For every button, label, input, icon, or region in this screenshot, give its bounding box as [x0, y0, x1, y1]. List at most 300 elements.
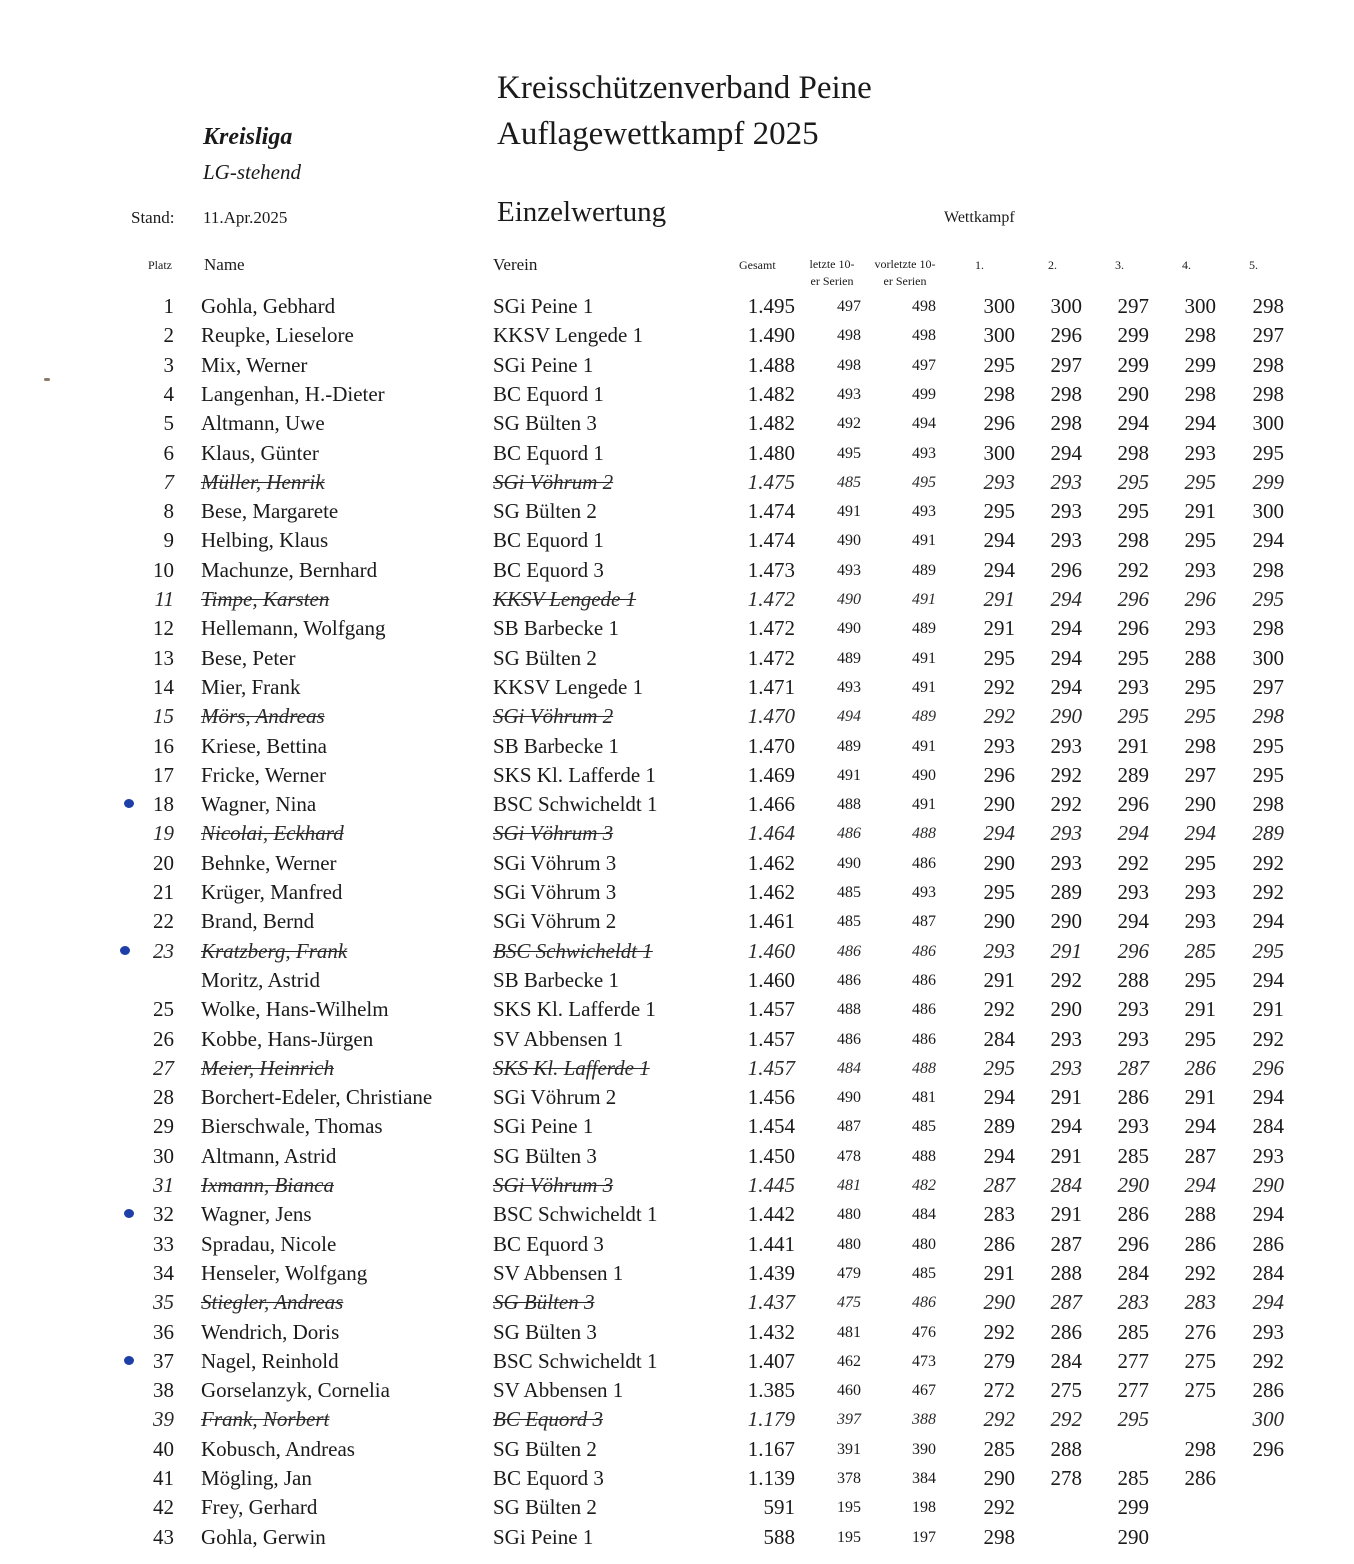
row-club: SV Abbensen 1 — [493, 1026, 624, 1051]
row-last-series: 490 — [837, 1089, 861, 1107]
row-score-w1: 296 — [983, 762, 1015, 787]
row-score-w1: 298 — [983, 1524, 1015, 1549]
row-last-series: 485 — [837, 884, 861, 901]
row-last-series: 479 — [837, 1264, 861, 1282]
row-total: 1.472 — [747, 616, 795, 641]
event-title: Auflagewettkampf 2025 — [497, 116, 819, 152]
row-last-series: 195 — [837, 1499, 861, 1517]
table-row — [0, 585, 1354, 614]
row-place: 12 — [153, 616, 174, 641]
row-total: 1.482 — [747, 381, 795, 406]
row-prev-series: 489 — [912, 620, 936, 638]
row-score-w3: 292 — [1117, 557, 1149, 582]
row-score-w5: 294 — [1252, 967, 1284, 992]
row-prev-series: 493 — [912, 444, 936, 462]
row-score-w3: 277 — [1117, 1348, 1149, 1373]
row-score-w1: 291 — [983, 967, 1015, 992]
row-score-w1: 292 — [983, 1495, 1015, 1520]
row-club: SGi Peine 1 — [493, 294, 594, 318]
row-score-w5: 295 — [1252, 938, 1284, 963]
row-score-w5: 296 — [1252, 1436, 1284, 1461]
row-prev-series: 486 — [912, 1294, 936, 1312]
row-prev-series: 489 — [912, 708, 936, 726]
row-score-w4: 286 — [1184, 1466, 1216, 1490]
row-score-w2: 278 — [1050, 1466, 1082, 1490]
row-score-w1: 279 — [983, 1348, 1015, 1373]
row-score-w4: 297 — [1184, 762, 1216, 787]
row-total: 1.474 — [747, 528, 795, 553]
row-club: BC Equord 1 — [493, 528, 604, 553]
row-place: 29 — [153, 1114, 174, 1139]
row-place: 21 — [153, 880, 174, 904]
row-score-w1: 292 — [983, 704, 1015, 729]
row-score-w1: 290 — [983, 1290, 1015, 1315]
row-total: 1.470 — [747, 733, 795, 758]
row-name: Frey, Gerhard — [201, 1495, 318, 1520]
row-score-w3: 293 — [1117, 880, 1149, 904]
blue-marker-dot — [124, 1356, 134, 1365]
table-row — [0, 1171, 1354, 1200]
row-place: 23 — [153, 938, 174, 963]
row-total: 1.441 — [747, 1231, 795, 1256]
row-prev-series: 493 — [912, 503, 936, 521]
row-last-series: 460 — [837, 1382, 861, 1400]
row-prev-series: 485 — [912, 1264, 936, 1282]
row-score-w5: 296 — [1252, 1055, 1284, 1080]
row-score-w2: 284 — [1050, 1173, 1082, 1197]
row-total: 1.469 — [747, 762, 795, 787]
row-score-w4: 294 — [1184, 1173, 1216, 1197]
row-score-w5: 298 — [1252, 704, 1284, 729]
table-row — [0, 351, 1354, 380]
row-name: Altmann, Uwe — [201, 411, 325, 436]
col-header-name: Name — [204, 255, 245, 274]
row-last-series: 397 — [837, 1411, 861, 1429]
row-score-w1: 295 — [983, 499, 1015, 524]
row-name: Brand, Bernd — [201, 909, 315, 934]
row-place: 8 — [163, 499, 174, 524]
row-score-w5: 295 — [1252, 440, 1284, 465]
row-last-series: 490 — [837, 591, 861, 608]
row-score-w5: 299 — [1252, 469, 1284, 494]
table-row — [0, 1259, 1354, 1288]
row-place: 37 — [153, 1348, 174, 1373]
row-score-w3: 290 — [1117, 381, 1149, 406]
row-prev-series: 499 — [912, 385, 936, 403]
row-score-w3: 277 — [1117, 1378, 1149, 1403]
row-last-series: 480 — [837, 1235, 861, 1253]
row-score-w4: 295 — [1184, 704, 1216, 729]
row-score-w3: 293 — [1117, 1026, 1149, 1051]
row-score-w1: 295 — [983, 645, 1015, 670]
row-score-w5: 289 — [1252, 821, 1284, 846]
row-club: SG Bülten 3 — [493, 1319, 597, 1344]
row-score-w3: 296 — [1117, 587, 1149, 611]
table-row — [0, 937, 1354, 966]
table-row — [0, 995, 1354, 1024]
row-score-w4: 285 — [1184, 938, 1216, 963]
blue-marker-dot — [120, 946, 130, 955]
row-last-series: 478 — [837, 1147, 861, 1165]
row-score-w3: 296 — [1117, 792, 1149, 817]
row-prev-series: 493 — [912, 884, 936, 901]
row-prev-series: 488 — [912, 1059, 936, 1077]
row-score-w3: 293 — [1117, 1114, 1149, 1139]
row-score-w5: 293 — [1252, 1143, 1284, 1168]
row-club: BC Equord 3 — [493, 1407, 604, 1432]
row-total: 1.457 — [747, 997, 795, 1022]
row-total: 1.488 — [747, 352, 795, 377]
table-row — [0, 732, 1354, 761]
row-score-w2: 296 — [1050, 557, 1082, 582]
row-club: BC Equord 3 — [493, 1466, 604, 1490]
row-last-series: 489 — [837, 649, 861, 667]
row-total: 1.462 — [747, 850, 795, 875]
row-prev-series: 484 — [912, 1206, 936, 1224]
row-score-w2: 289 — [1050, 880, 1082, 904]
row-score-w1: 300 — [983, 440, 1015, 465]
row-score-w3: 294 — [1117, 821, 1149, 846]
row-last-series: 487 — [837, 1118, 861, 1136]
row-score-w2: 293 — [1050, 1055, 1082, 1080]
table-row — [0, 1405, 1354, 1434]
row-score-w1: 293 — [983, 733, 1015, 758]
row-score-w2: 293 — [1050, 850, 1082, 875]
row-score-w4: 295 — [1184, 674, 1216, 699]
row-place: 18 — [153, 792, 174, 817]
row-club: SGi Vöhrum 3 — [493, 880, 617, 904]
row-score-w1: 292 — [983, 1319, 1015, 1344]
row-prev-series: 390 — [912, 1440, 936, 1458]
row-score-w4: 290 — [1184, 792, 1216, 817]
row-name: Mier, Frank — [201, 674, 301, 699]
row-score-w4: 293 — [1184, 909, 1216, 934]
row-score-w4: 291 — [1184, 997, 1216, 1022]
row-total: 1.473 — [747, 557, 795, 582]
row-last-series: 484 — [837, 1059, 861, 1077]
row-total: 1.475 — [747, 469, 795, 494]
row-score-w5: 292 — [1252, 850, 1284, 875]
row-last-series: 493 — [837, 678, 861, 696]
row-name: Moritz, Astrid — [201, 967, 320, 992]
table-row — [0, 321, 1354, 350]
row-club: SG Bülten 2 — [493, 1495, 597, 1520]
row-club: BSC Schwicheldt 1 — [493, 792, 658, 817]
row-score-w1: 284 — [983, 1026, 1015, 1051]
row-total: 1.454 — [747, 1114, 795, 1139]
row-total: 1.167 — [747, 1436, 795, 1461]
row-club: SGi Vöhrum 2 — [493, 1085, 617, 1110]
row-score-w1: 295 — [983, 1055, 1015, 1080]
row-total: 1.462 — [747, 880, 795, 904]
row-score-w3: 286 — [1117, 1202, 1149, 1227]
row-name: Wendrich, Doris — [201, 1319, 340, 1344]
row-club: SG Bülten 2 — [493, 645, 597, 670]
row-total: 1.471 — [747, 674, 795, 699]
row-club: SGi Vöhrum 2 — [493, 469, 614, 494]
row-total: 1.437 — [747, 1290, 795, 1315]
row-score-w1: 294 — [983, 1085, 1015, 1110]
row-score-w1: 295 — [983, 880, 1015, 904]
table-row — [0, 292, 1354, 321]
row-prev-series: 491 — [912, 678, 936, 696]
row-club: KKSV Lengede 1 — [493, 323, 644, 348]
row-score-w1: 300 — [983, 294, 1015, 318]
col-header-vorletzte: vorletzte 10- er Serien — [874, 257, 936, 288]
row-score-w3: 295 — [1117, 1407, 1149, 1432]
row-total: 1.457 — [747, 1055, 795, 1080]
row-score-w2: 284 — [1050, 1348, 1082, 1373]
row-last-series: 475 — [837, 1294, 861, 1312]
stand-date: 11.Apr.2025 — [203, 208, 288, 227]
row-name: Hellemann, Wolfgang — [201, 616, 386, 641]
row-place: 31 — [153, 1173, 174, 1197]
row-score-w1: 291 — [983, 616, 1015, 641]
row-total: 1.490 — [747, 323, 795, 348]
row-name: Borchert-Edeler, Christiane — [201, 1085, 433, 1110]
row-name: Stiegler, Andreas — [201, 1290, 344, 1315]
row-place: 40 — [153, 1436, 174, 1461]
row-score-w5: 300 — [1252, 411, 1284, 436]
row-score-w1: 293 — [983, 469, 1015, 494]
col-header-gesamt: Gesamt — [739, 258, 776, 272]
col-header-w2: 2. — [1048, 258, 1057, 272]
row-score-w1: 291 — [983, 1260, 1015, 1285]
row-club: BC Equord 3 — [493, 557, 604, 582]
row-name: Wagner, Jens — [201, 1202, 312, 1227]
row-prev-series: 491 — [912, 591, 936, 608]
row-club: SGi Vöhrum 3 — [493, 821, 614, 846]
table-row — [0, 1318, 1354, 1347]
row-prev-series: 487 — [912, 913, 936, 931]
table-row — [0, 673, 1354, 702]
row-place: 22 — [153, 909, 174, 934]
row-score-w2: 291 — [1050, 1143, 1082, 1168]
row-score-w3: 295 — [1117, 704, 1149, 729]
row-name: Fricke, Werner — [201, 762, 327, 787]
row-last-series: 494 — [837, 708, 861, 726]
row-prev-series: 481 — [912, 1089, 936, 1107]
row-club: SB Barbecke 1 — [493, 967, 619, 992]
row-total: 1.139 — [747, 1466, 795, 1490]
row-place: 20 — [153, 850, 174, 875]
row-club: BC Equord 3 — [493, 1231, 604, 1256]
row-club: SGi Vöhrum 3 — [493, 850, 617, 875]
row-prev-series: 473 — [912, 1352, 936, 1370]
row-prev-series: 486 — [912, 942, 936, 960]
row-score-w2: 294 — [1050, 440, 1082, 465]
row-place: 34 — [153, 1260, 174, 1285]
table-row — [0, 1493, 1354, 1522]
row-score-w2: 275 — [1050, 1378, 1082, 1403]
row-prev-series: 486 — [912, 971, 936, 989]
table-row — [0, 966, 1354, 995]
row-score-w2: 287 — [1050, 1290, 1082, 1315]
row-total: 1.457 — [747, 1026, 795, 1051]
row-score-w4: 293 — [1184, 557, 1216, 582]
row-club: BSC Schwicheldt 1 — [493, 1348, 658, 1373]
row-score-w5: 294 — [1252, 528, 1284, 553]
row-score-w5: 297 — [1252, 323, 1284, 348]
row-prev-series: 384 — [912, 1470, 936, 1487]
row-place: 27 — [153, 1055, 174, 1080]
row-place: 43 — [153, 1524, 174, 1549]
row-name: Gohla, Gebhard — [201, 294, 336, 318]
row-score-w1: 290 — [983, 850, 1015, 875]
row-score-w1: 289 — [983, 1114, 1015, 1139]
row-last-series: 489 — [837, 737, 861, 755]
row-score-w2: 294 — [1050, 645, 1082, 670]
row-score-w4: 298 — [1184, 1436, 1216, 1461]
row-place: 6 — [163, 440, 174, 465]
row-score-w5: 286 — [1252, 1231, 1284, 1256]
row-prev-series: 485 — [912, 1118, 936, 1136]
table-row — [0, 1347, 1354, 1376]
row-name: Altmann, Astrid — [201, 1143, 337, 1168]
row-score-w1: 296 — [983, 411, 1015, 436]
table-row — [0, 1112, 1354, 1141]
row-name: Gorselanzyk, Cornelia — [201, 1378, 390, 1403]
row-name: Spradau, Nicole — [201, 1231, 337, 1256]
row-score-w3: 295 — [1117, 469, 1149, 494]
row-place: 36 — [153, 1319, 174, 1344]
row-score-w5: 294 — [1252, 909, 1284, 934]
row-score-w2: 286 — [1050, 1319, 1082, 1344]
table-row — [0, 1376, 1354, 1405]
row-place: 13 — [153, 645, 174, 670]
row-prev-series: 198 — [912, 1499, 936, 1517]
row-name: Gohla, Gerwin — [201, 1524, 326, 1549]
row-score-w5: 300 — [1252, 499, 1284, 524]
row-prev-series: 495 — [912, 473, 936, 491]
row-last-series: 493 — [837, 385, 861, 403]
row-score-w4: 292 — [1184, 1260, 1216, 1285]
row-score-w2: 290 — [1050, 997, 1082, 1022]
row-total: 1.442 — [747, 1202, 795, 1227]
row-name: Wagner, Nina — [201, 792, 317, 817]
row-name: Nicolai, Eckhard — [201, 821, 344, 846]
row-score-w5: 290 — [1252, 1173, 1284, 1197]
row-score-w4: 287 — [1184, 1143, 1216, 1168]
row-name: Kobbe, Hans-Jürgen — [201, 1026, 374, 1051]
row-score-w4: 295 — [1184, 1026, 1216, 1051]
row-score-w3: 295 — [1117, 645, 1149, 670]
row-name: Bese, Peter — [201, 645, 296, 670]
row-place: 42 — [153, 1495, 174, 1520]
row-score-w5: 298 — [1252, 352, 1284, 377]
row-place: 30 — [153, 1143, 174, 1168]
discipline-label: LG-stehend — [203, 160, 301, 184]
row-name: Kriese, Bettina — [201, 733, 327, 758]
row-score-w3: 294 — [1117, 909, 1149, 934]
row-prev-series: 480 — [912, 1235, 936, 1253]
row-last-series: 481 — [837, 1323, 861, 1341]
row-score-w3: 288 — [1117, 967, 1149, 992]
row-name: Müller, Henrik — [201, 469, 325, 494]
row-score-w3: 291 — [1117, 733, 1149, 758]
row-score-w5: 293 — [1252, 1319, 1284, 1344]
row-score-w5: 294 — [1252, 1290, 1284, 1315]
row-score-w3: 289 — [1117, 762, 1149, 787]
row-place: 4 — [163, 381, 174, 406]
row-score-w3: 297 — [1117, 294, 1149, 318]
row-total: 1.432 — [747, 1319, 795, 1344]
row-score-w2: 296 — [1050, 323, 1082, 348]
row-prev-series: 498 — [912, 298, 936, 315]
row-total: 591 — [763, 1495, 795, 1520]
row-club: KKSV Lengede 1 — [493, 587, 637, 611]
section-title: Einzelwertung — [497, 196, 667, 228]
row-score-w3: 285 — [1117, 1319, 1149, 1344]
row-score-w2: 291 — [1050, 1202, 1082, 1227]
row-score-w4: 293 — [1184, 616, 1216, 641]
row-score-w3: 295 — [1117, 499, 1149, 524]
row-score-w2: 294 — [1050, 587, 1082, 611]
row-last-series: 498 — [837, 356, 861, 374]
table-row — [0, 907, 1354, 936]
row-name: Frank, Norbert — [201, 1407, 330, 1432]
row-last-series: 488 — [837, 796, 861, 814]
row-score-w1: 290 — [983, 792, 1015, 817]
row-prev-series: 486 — [912, 1001, 936, 1019]
row-place: 3 — [163, 352, 174, 377]
row-club: SGi Peine 1 — [493, 352, 594, 377]
row-name: Mörs, Andreas — [201, 704, 325, 729]
col-header-w4: 4. — [1182, 258, 1191, 272]
row-score-w5: 298 — [1252, 557, 1284, 582]
row-total: 1.466 — [747, 792, 795, 817]
league-label: Kreisliga — [203, 124, 293, 150]
row-score-w2: 290 — [1050, 704, 1082, 729]
row-score-w2: 293 — [1050, 821, 1082, 846]
row-total: 588 — [763, 1524, 795, 1549]
row-score-w4: 275 — [1184, 1378, 1216, 1403]
row-last-series: 490 — [837, 854, 861, 872]
row-prev-series: 497 — [912, 356, 936, 374]
row-prev-series: 476 — [912, 1323, 936, 1341]
row-place: 19 — [153, 821, 174, 846]
row-score-w5: 291 — [1252, 997, 1284, 1022]
row-last-series: 486 — [837, 971, 861, 989]
row-prev-series: 491 — [912, 532, 936, 550]
table-row — [0, 439, 1354, 468]
table-row — [0, 1142, 1354, 1171]
table-row — [0, 819, 1354, 848]
table-row — [0, 1025, 1354, 1054]
row-score-w4: 294 — [1184, 1114, 1216, 1139]
row-score-w1: 290 — [983, 909, 1015, 934]
row-prev-series: 494 — [912, 415, 936, 433]
row-prev-series: 491 — [912, 796, 936, 814]
table-row — [0, 614, 1354, 643]
row-prev-series: 486 — [912, 854, 936, 872]
row-score-w4: 298 — [1184, 381, 1216, 406]
row-score-w5: 286 — [1252, 1378, 1284, 1403]
row-last-series: 485 — [837, 913, 861, 931]
row-club: SGi Peine 1 — [493, 1114, 594, 1139]
row-last-series: 493 — [837, 561, 861, 579]
row-prev-series: 488 — [912, 825, 936, 843]
table-row — [0, 1200, 1354, 1229]
row-total: 1.456 — [747, 1085, 795, 1110]
row-last-series: 481 — [837, 1177, 861, 1194]
row-score-w1: 294 — [983, 1143, 1015, 1168]
row-score-w1: 292 — [983, 674, 1015, 699]
row-place: 41 — [153, 1466, 174, 1490]
row-place: 33 — [153, 1231, 174, 1256]
row-score-w3: 293 — [1117, 997, 1149, 1022]
stand-label: Stand: — [131, 208, 175, 227]
